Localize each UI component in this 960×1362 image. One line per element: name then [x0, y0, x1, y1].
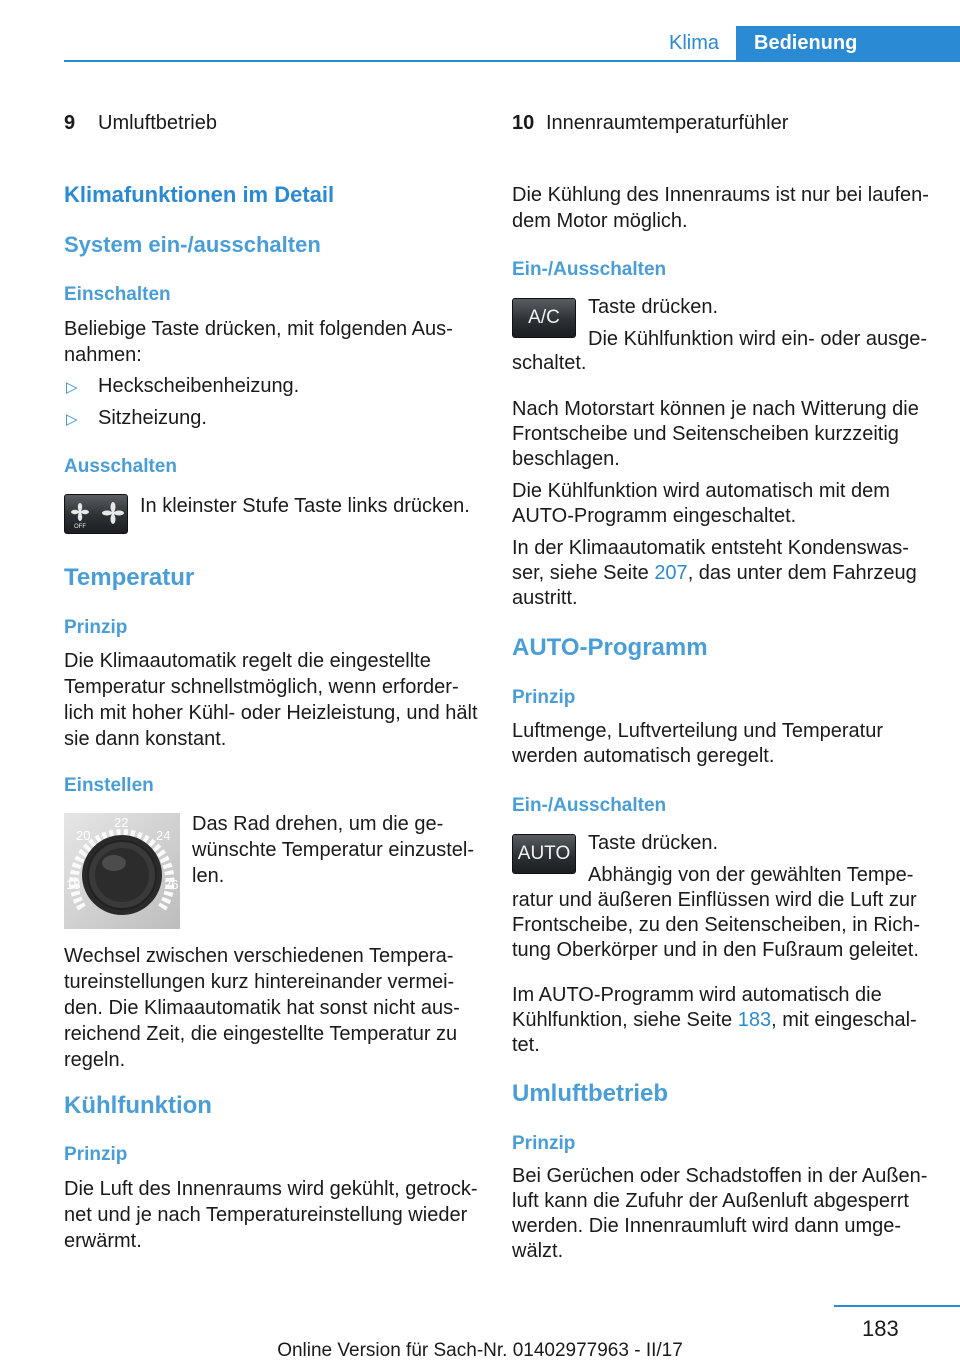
paragraph-line: Die Luft des Innenraums wird gekühlt, getrock-: [64, 1178, 478, 1200]
text-run: Kühlfunktion, siehe Seite: [512, 1009, 738, 1031]
fan-icon: [65, 495, 129, 535]
footer-text: Online Version für Sach-Nr. 01402977963 - II/17: [277, 1340, 683, 1361]
paragraph-line: wälzt.: [512, 1240, 564, 1262]
paragraph-line: Bei Gerüchen oder Schadstoffen in der Außen-: [512, 1165, 928, 1187]
paragraph-line: AUTO-Programm eingeschaltet.: [512, 505, 797, 527]
paragraph-line: nahmen:: [64, 344, 142, 366]
auto-button-label: AUTO: [517, 843, 571, 864]
bullet-triangle-icon: ▷: [66, 411, 78, 428]
footer-rule: [834, 1305, 960, 1307]
paragraph-line: sie dann konstant.: [64, 728, 227, 750]
paragraph-line: den. Die Klimaautomatik hat sonst nicht aus-: [64, 997, 460, 1019]
heading-umluftbetrieb: Umluftbetrieb: [512, 1080, 668, 1107]
item-number-9: 9: [64, 112, 76, 134]
paragraph-line: Wechsel zwischen verschiedenen Tempera-: [64, 945, 454, 967]
heading-system: System ein-/ausschalten: [64, 232, 321, 257]
scale-label: 22: [114, 815, 129, 830]
heading-ausschalten: Ausschalten: [64, 456, 177, 477]
heading-einschalten: Einschalten: [64, 284, 171, 305]
paragraph-line: werden. Die Innenraumluft wird dann umge-: [512, 1215, 902, 1237]
paragraph-line: erwärmt.: [64, 1230, 142, 1252]
paragraph-line: net und je nach Temperatureinstellung wieder: [64, 1204, 468, 1226]
text-run: , mit eingeschal-: [771, 1009, 917, 1031]
page-link-207[interactable]: 207: [654, 562, 688, 584]
paragraph-line: Im AUTO-Programm wird automatisch die: [512, 984, 882, 1006]
paragraph-line: In der Klimaautomatik entsteht Kondenswas-: [512, 537, 909, 559]
bullet-item: Heckscheibenheizung.: [98, 375, 300, 397]
paragraph-line: wünschte Temperatur einzustel-: [192, 839, 474, 861]
heading-ein-ausschalten: Ein-/Ausschalten: [512, 259, 667, 280]
paragraph-line: schaltet.: [512, 352, 587, 374]
paragraph-line: werden automatisch geregelt.: [512, 745, 775, 767]
paragraph-line: len.: [192, 865, 225, 887]
paragraph-line: Taste drücken.: [588, 296, 719, 318]
paragraph-line: Beliebige Taste drücken, mit folgenden Aus-: [64, 318, 453, 340]
bullet-item: Sitzheizung.: [98, 407, 207, 429]
heading-kuehlfunktion: Kühlfunktion: [64, 1092, 212, 1119]
paragraph-line: ratur und äußeren Einflüssen wird die Luft zur: [512, 889, 917, 911]
paragraph-line: Frontscheibe, zu den Seitenscheiben, in Rich-: [512, 914, 921, 936]
heading-prinzip: Prinzip: [512, 687, 576, 708]
bullet-triangle-icon: ▷: [66, 379, 78, 396]
header-rule: [64, 60, 960, 62]
item-label-10: Innenraumtemperaturfühler: [546, 112, 789, 134]
fan-off-button: [64, 494, 128, 534]
paragraph-line: lich mit hoher Kühl- oder Heizleistung, und hält: [64, 702, 478, 724]
heading-prinzip: Prinzip: [64, 1144, 128, 1165]
paragraph-line: austritt.: [512, 587, 578, 609]
heading-auto-programm: AUTO-Programm: [512, 634, 708, 661]
paragraph-line: tet.: [512, 1034, 540, 1056]
auto-button: [512, 834, 576, 874]
page-number: 183: [862, 1316, 899, 1341]
paragraph-line: [512, 560, 917, 586]
paragraph-line: Temperatur schnellstmöglich, wenn erforder-: [64, 676, 459, 698]
paragraph-line: tung Oberkörper und in den Fußraum geleitet.: [512, 939, 919, 961]
paragraph-line: Frontscheibe und Seitenscheiben kurzzeitig: [512, 423, 899, 445]
scale-label: 26: [164, 877, 179, 892]
paragraph-line: luft kann die Zufuhr der Außenluft abgesperrt: [512, 1190, 909, 1212]
temperature-knob-image: [64, 813, 180, 929]
scale-label: 20: [76, 828, 91, 843]
paragraph-line: Luftmenge, Luftverteilung und Temperatur: [512, 720, 883, 742]
paragraph-line: dem Motor möglich.: [512, 210, 688, 232]
heading-temperatur: Temperatur: [64, 564, 195, 591]
paragraph-line: Die Klimaautomatik regelt die eingestellte: [64, 650, 431, 672]
paragraph-line: Die Kühlfunktion wird ein- oder ausge-: [588, 328, 928, 350]
page-link-183[interactable]: 183: [737, 1009, 772, 1031]
item-number-10: 10: [512, 112, 535, 134]
paragraph-line: reichend Zeit, die eingestellte Temperatur zu: [64, 1023, 458, 1045]
off-label: OFF: [74, 524, 86, 530]
heading-prinzip: Prinzip: [64, 617, 128, 638]
paragraph-line: tureinstellungen kurz hintereinander vermei-: [64, 971, 455, 993]
ac-button-label: A/C: [528, 307, 560, 328]
temperature-dial-icon: [64, 813, 180, 929]
paragraph-line: beschlagen.: [512, 448, 620, 470]
heading-prinzip: Prinzip: [512, 1133, 576, 1154]
paragraph-line: In kleinster Stufe Taste links drücken.: [140, 495, 470, 517]
paragraph-line: Das Rad drehen, um die ge-: [192, 813, 444, 835]
section-title: Klimafunktionen im Detail: [64, 182, 335, 207]
scale-label: 24: [156, 828, 171, 843]
paragraph-line: regeln.: [64, 1049, 126, 1071]
heading-ein-ausschalten: Ein-/Ausschalten: [512, 795, 667, 816]
paragraph-line: Taste drücken.: [588, 832, 719, 854]
text-run: , das unter dem Fahrzeug: [687, 562, 917, 584]
header-chapter: Bedienung: [736, 26, 960, 62]
text-run: ser, siehe Seite: [512, 562, 655, 584]
paragraph-line: Nach Motorstart können je nach Witterung die: [512, 398, 919, 420]
paragraph-line: Die Kühlung des Innenraums ist nur bei laufen-: [512, 184, 929, 206]
paragraph-line: Abhängig von der gewählten Tempe-: [588, 864, 914, 886]
scale-label: 18: [66, 877, 81, 892]
header-section: Klima: [668, 32, 719, 54]
item-label-9: Umluftbetrieb: [98, 112, 217, 134]
heading-einstellen: Einstellen: [64, 775, 154, 796]
paragraph-line: Die Kühlfunktion wird automatisch mit dem: [512, 480, 890, 502]
ac-button: [512, 298, 576, 338]
paragraph-line: [512, 1007, 917, 1033]
